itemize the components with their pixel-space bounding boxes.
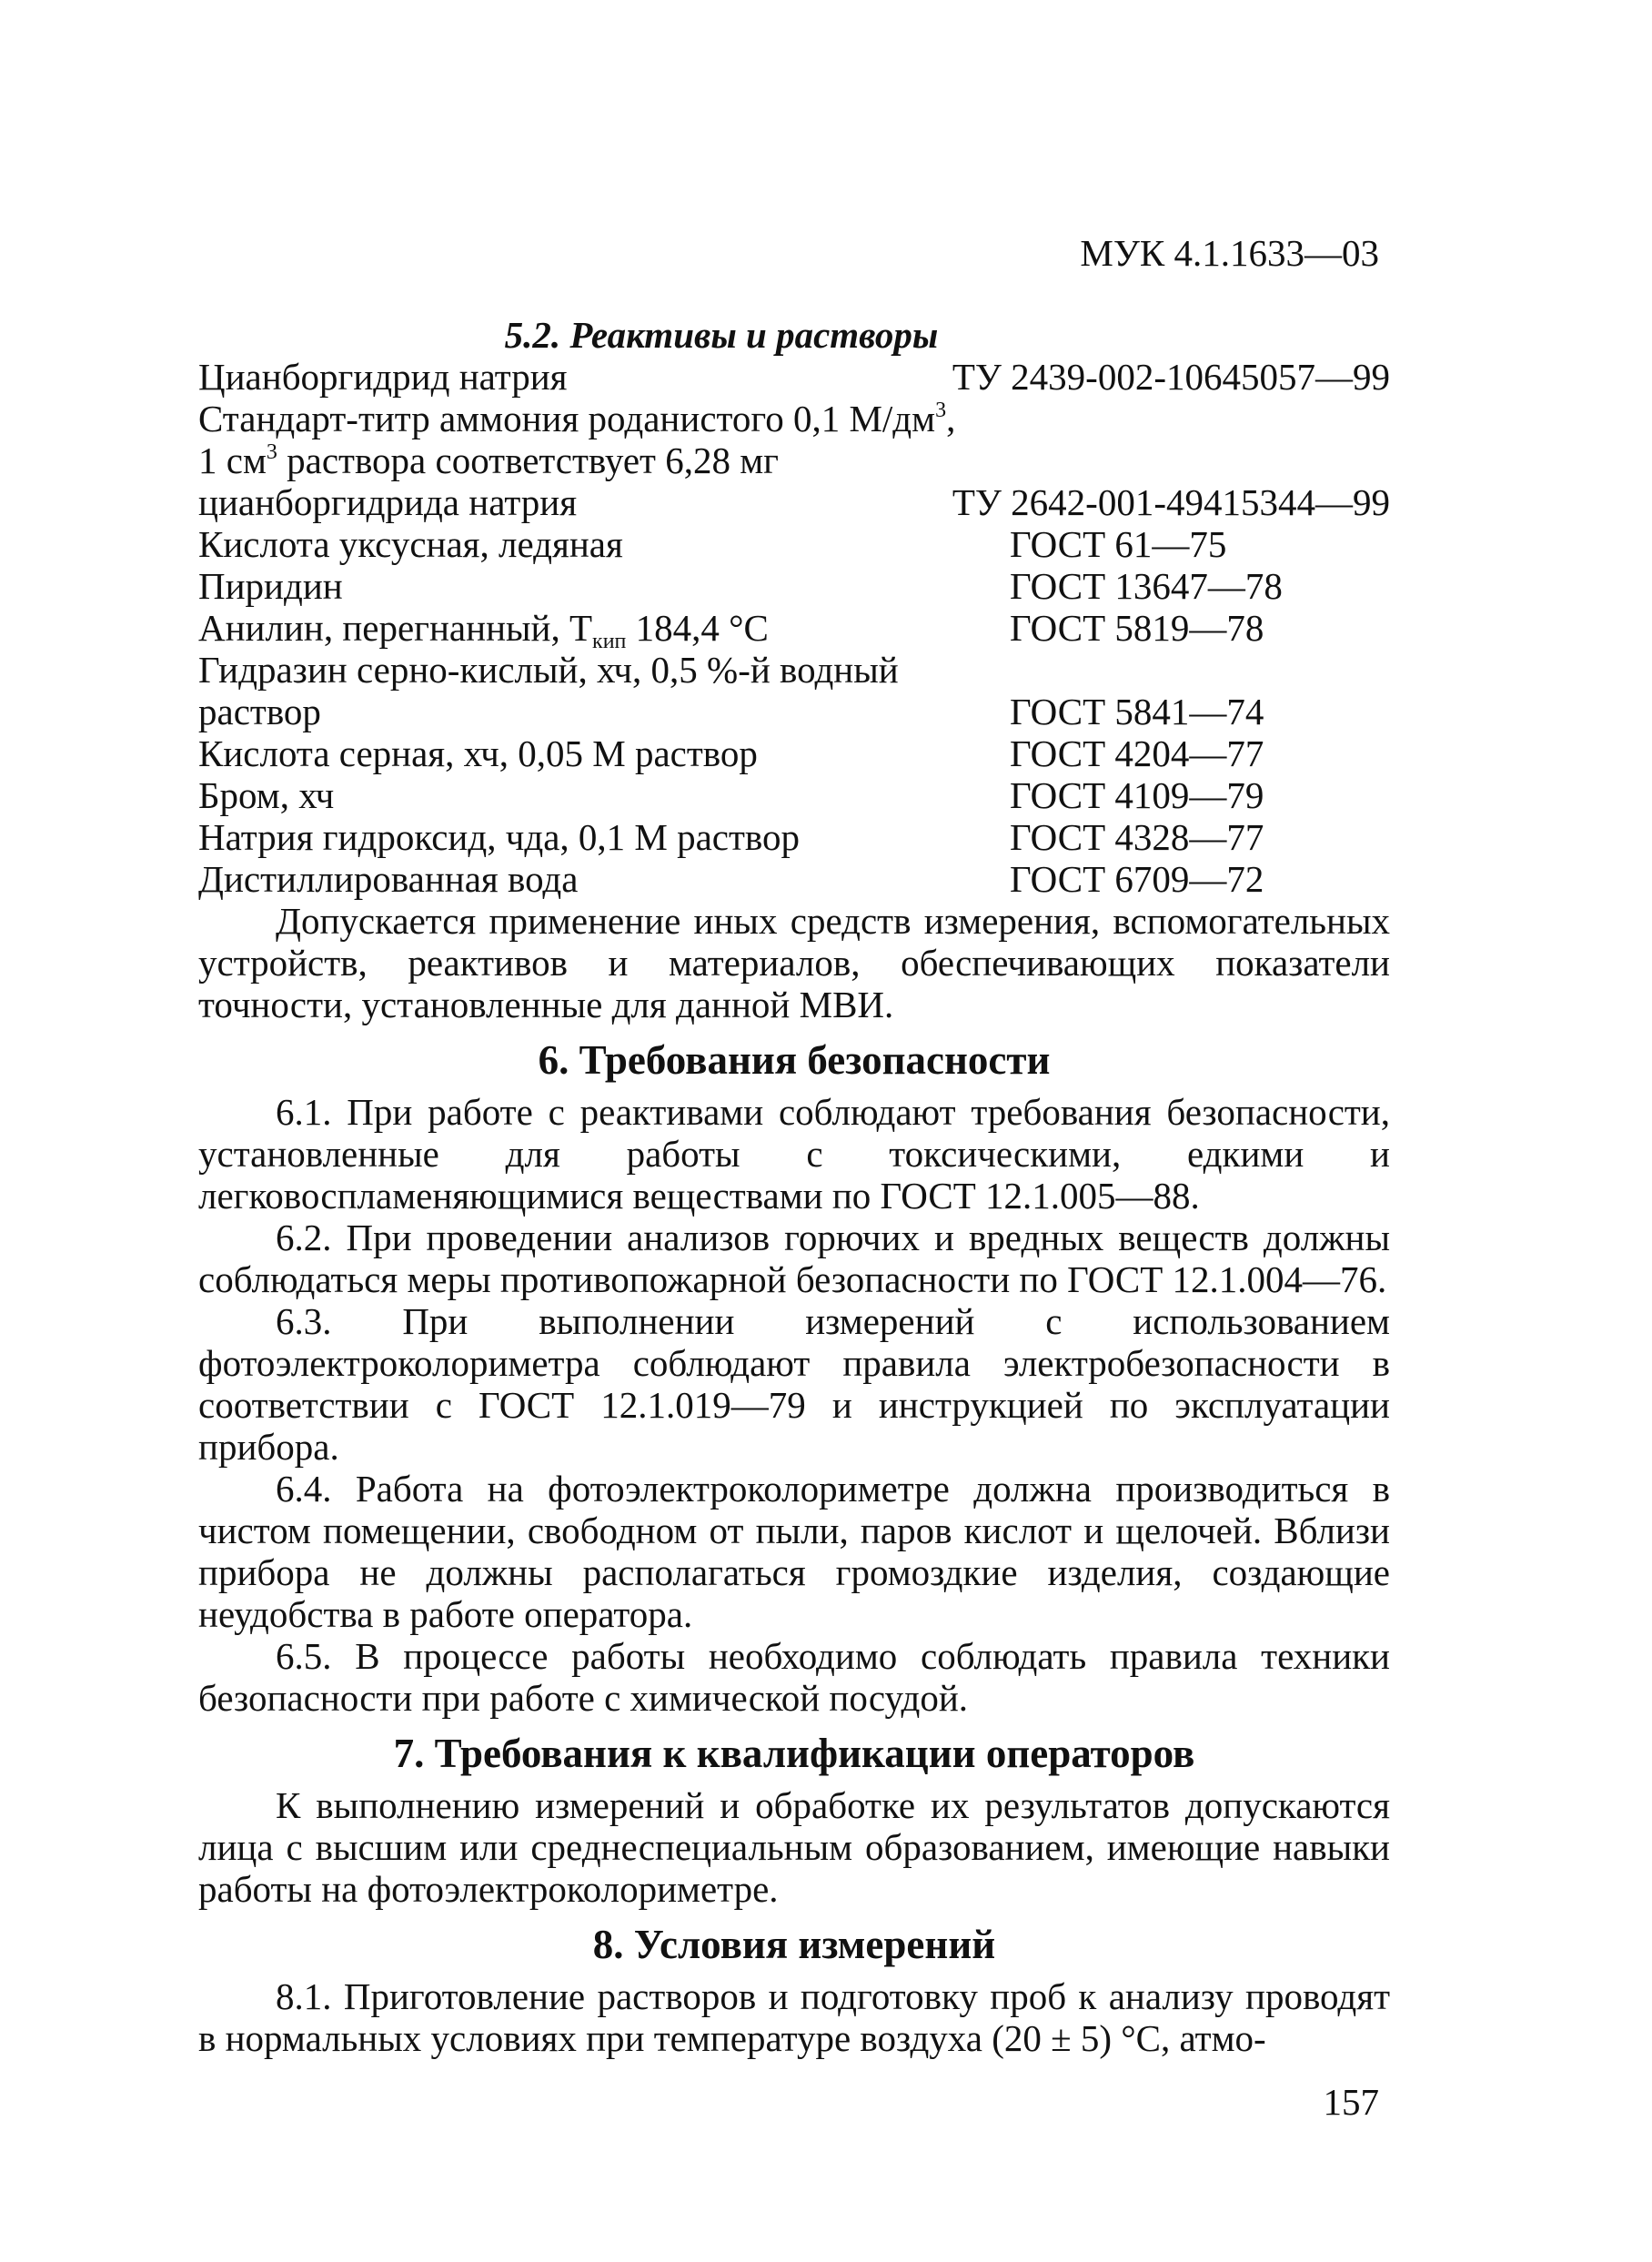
reagent-standard: ТУ 2642-001-49415344—99 [952, 481, 1390, 523]
reagent-name: Пиридин [198, 565, 343, 607]
reagents-list [198, 356, 1390, 900]
reagent-row [198, 732, 1390, 774]
paragraph: 8.1. Приготовление растворов и подготовку проб к анализу проводят в нормальных условиях при температуре воздуха (20 ± 5) °С, атмо- [198, 1975, 1390, 2059]
reagent-name: 1 $см^3$ раствора соответствует 6,28 мг [198, 439, 779, 481]
reagent-row [198, 481, 1390, 523]
reagent-name: Кислота серная, хч, 0,05 М раствор [198, 732, 758, 774]
reagent-row [198, 439, 1390, 481]
reagent-standard: ГОСТ 6709—72 [1010, 858, 1264, 900]
reagent-standard: ГОСТ 5819—78 [1010, 607, 1264, 649]
paragraph: 6.4. Работа на фотоэлектроколориметре должна производиться в чистом помещении, свободном от пыли, паров кислот и щелочей. Вблизи прибора не должны располагаться громоздкие изделия, создающие неудобства в работе оператора. [198, 1468, 1390, 1635]
reagent-name: Цианборгидрид натрия [198, 356, 568, 398]
reagent-row [198, 398, 1390, 439]
reagent-name: Гидразин серно-кислый, хч, 0,5 %-й водный [198, 649, 899, 691]
paragraph: 6.2. При проведении анализов горючих и вредных веществ должны соблюдаться меры противопожарной безопасности по ГОСТ 12.1.004—76. [198, 1217, 1390, 1300]
reagent-row [198, 356, 1390, 398]
section-title-safety: 6. Требования безопасности [538, 1037, 1051, 1083]
section-title-conditions: 8. Условия измерений [592, 1922, 996, 1967]
reagent-row [198, 774, 1390, 816]
reagent-name: Анилин, перегнанный, $Т_{кип}$ 184,4 °С [198, 607, 769, 653]
document-code-header: МУК 4.1.1633—03 [1080, 232, 1379, 274]
reagent-name: Кислота уксусная, ледяная [198, 523, 623, 565]
reagent-name: цианборгидрида натрия [198, 481, 578, 523]
reagent-row [198, 565, 1390, 607]
reagent-row [198, 607, 1390, 653]
reagent-standard: ГОСТ 4109—79 [1010, 774, 1264, 816]
reagents-note: Допускается применение иных средств измерения, вспомогательных устройств, реактивов и материалов, обеспечивающих показатели точности, установленные для данной МВИ. [198, 900, 1390, 1025]
subsection-title-reagents: 5.2. Реактивы и растворы [504, 314, 939, 356]
reagent-name: Стандарт-титр аммония роданистого 0,1 $М/дм^3$, [198, 398, 956, 439]
paragraph: К выполнению измерений и обработке их результатов допускаются лица с высшим или среднеспециальным образованием, имеющие навыки работы на фотоэлектроколориметре. [198, 1784, 1390, 1910]
page-number: 157 [1323, 2081, 1379, 2123]
page-content [198, 314, 1390, 2059]
reagent-standard: ГОСТ 61—75 [1010, 523, 1227, 565]
reagent-standard: ГОСТ 13647—78 [1010, 565, 1283, 607]
reagent-row [198, 858, 1390, 900]
reagent-standard: ГОСТ 4204—77 [1010, 732, 1264, 774]
reagent-row [198, 523, 1390, 565]
reagent-row [198, 816, 1390, 858]
reagent-name: раствор [198, 691, 321, 732]
reagent-name: Натрия гидроксид, чда, 0,1 М раствор [198, 816, 801, 858]
reagent-name: Бром, хч [198, 774, 335, 816]
reagent-name: Дистиллированная вода [198, 858, 579, 900]
reagent-standard: ГОСТ 4328—77 [1010, 816, 1264, 858]
reagent-row [198, 649, 1390, 691]
paragraph: 6.5. В процессе работы необходимо соблюдать правила техники безопасности при работе с химической посудой. [198, 1635, 1390, 1719]
section-title-qualification: 7. Требования к квалификации операторов [393, 1731, 1195, 1776]
reagent-row [198, 691, 1390, 732]
reagent-standard: ТУ 2439-002-10645057—99 [952, 356, 1390, 398]
paragraph: 6.3. При выполнении измерений с использованием фотоэлектроколориметра соблюдают правила электробезопасности в соответствии с ГОСТ 12.1.019—79 и инструкцией по эксплуатации прибора. [198, 1300, 1390, 1468]
paragraph: 6.1. При работе с реактивами соблюдают требования безопасности, установленные для работы с токсическими, едкими и легковоспламеняющимися веществами по ГОСТ 12.1.005—88. [198, 1091, 1390, 1217]
reagent-standard: ГОСТ 5841—74 [1010, 691, 1264, 732]
